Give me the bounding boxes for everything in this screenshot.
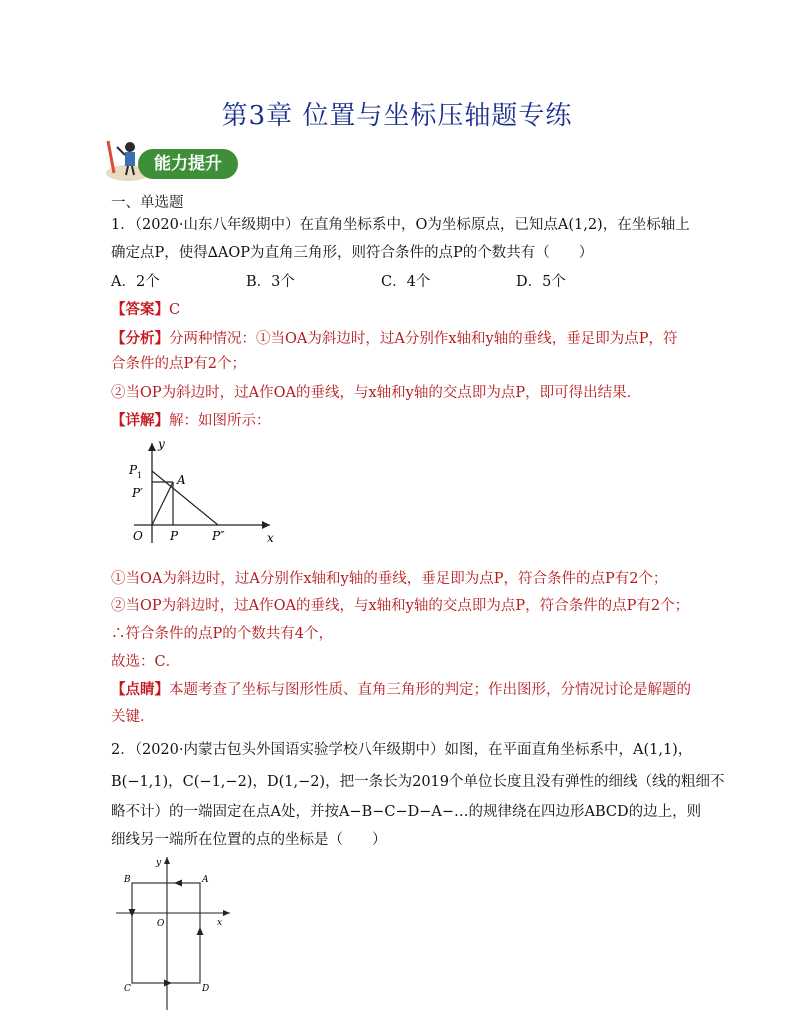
badge-label: 能力提升: [138, 149, 238, 179]
q2-x-arrow: [223, 910, 230, 916]
q2-label-x: x: [217, 918, 223, 928]
q2-label-c: C: [124, 984, 131, 994]
q1-option-b: B．3个: [246, 274, 295, 290]
q1-label-p: P: [170, 529, 179, 543]
detail-tag: 【详解】: [111, 412, 169, 429]
q2-label-a: A: [202, 875, 209, 885]
q2-stem-line1: 2．（2020·内蒙古包头外国语实验学校八年级期中）如图，在平面直角坐标系中，A(1,1)，: [111, 742, 693, 758]
answer-value: C: [169, 302, 181, 318]
comment-tag: 【点睛】: [111, 681, 169, 698]
q2-label-b: B: [124, 875, 131, 885]
q1-label-p1: P: [129, 463, 138, 477]
q1-stem-line2: 确定点P，使得∆AOP为直角三角形，则符合条件的点P的个数共有（ ）: [111, 245, 594, 261]
q2-stem-line4: 细线另一端所在位置的点的坐标是（ ）: [111, 832, 387, 848]
q1-label-x: x: [267, 531, 274, 545]
q1-comment-line2: 关键．: [111, 709, 155, 725]
q2-stem-line3: 略不计）的一端固定在点A处，并按A−B−C−D−A−…的规律绕在四边形ABCD的边上，则: [111, 804, 702, 820]
section-heading: 一、单选题: [111, 195, 184, 211]
q1-choose: 故选：C．: [111, 654, 181, 670]
detail-text: 解：如图所示：: [169, 413, 271, 429]
q1-solution-line3: ∴符合条件的点P的个数共有4个，: [111, 626, 333, 642]
analysis-tag: 【分析】: [111, 330, 169, 347]
q1-label-p1-sub: 1: [137, 471, 143, 480]
q1-x-arrow: [262, 521, 270, 529]
q2-arrow-ab: [174, 880, 182, 887]
q1-solution-line1: ①当OA为斜边时，过A分别作x轴和y轴的垂线，垂足即为点P，符合条件的点P有2个；: [111, 571, 668, 587]
q1-solution-line2: ②当OP为斜边时，过A作OA的垂线，与x轴和y轴的交点即为点P，符合条件的点P有2个；: [111, 598, 690, 614]
q2-rectangle-abcd: [132, 883, 200, 983]
q1-segment-oa: [152, 482, 173, 525]
q2-label-d: D: [202, 984, 210, 994]
q2-y-arrow: [164, 857, 170, 864]
q1-options: [111, 272, 651, 292]
q1-comment-line1: [111, 680, 691, 700]
q1-label-o: O: [133, 529, 143, 543]
q1-stem-line1: 1．（2020·山东八年级期中）在直角坐标系中，O为坐标原点，已知点A(1,2)，在坐标轴上: [111, 217, 690, 233]
q1-option-a: A．2个: [111, 274, 160, 290]
q1-analysis-line1: [111, 329, 677, 349]
q2-arrow-cd: [164, 980, 172, 987]
q1-detail: [111, 411, 271, 431]
ability-badge: [100, 133, 250, 183]
q1-y-arrow: [148, 443, 156, 451]
q2-stem-line2: B(−1,1)，C(−1,−2)，D(1,−2)，把一条长为2019个单位长度且没有弹性的细线（线的粗细不: [111, 774, 725, 790]
q1-answer: [111, 300, 180, 320]
q2-arrow-da: [197, 927, 204, 935]
q1-label-p-double-prime: P″: [212, 529, 225, 543]
q1-analysis-line3: ②当OP为斜边时，过A作OA的垂线，与x轴和y轴的交点即为点P，即可得出结果．: [111, 385, 642, 401]
analysis-text: 分两种情况：①当OA为斜边时，过A分别作x轴和y轴的垂线，垂足即为点P，符: [169, 331, 678, 347]
q1-label-p-prime: P′: [132, 486, 143, 500]
q1-figure: [120, 438, 290, 553]
q2-figure: [112, 855, 237, 1015]
q1-label-y: y: [158, 438, 165, 451]
q1-option-c: C．4个: [381, 274, 431, 290]
page-title: 第3章 位置与坐标压轴题专练: [221, 101, 573, 131]
q2-label-o: O: [157, 919, 165, 929]
comment-text: 本题考查了坐标与图形性质、直角三角形的判定；作出图形，分情况讨论是解题的: [169, 682, 691, 698]
q1-analysis-line2: 合条件的点P有2个；: [111, 356, 246, 372]
q1-option-d: D．5个: [516, 274, 566, 290]
q2-label-y: y: [156, 858, 162, 868]
answer-tag: 【答案】: [111, 301, 169, 318]
q1-label-a: A: [177, 473, 186, 487]
